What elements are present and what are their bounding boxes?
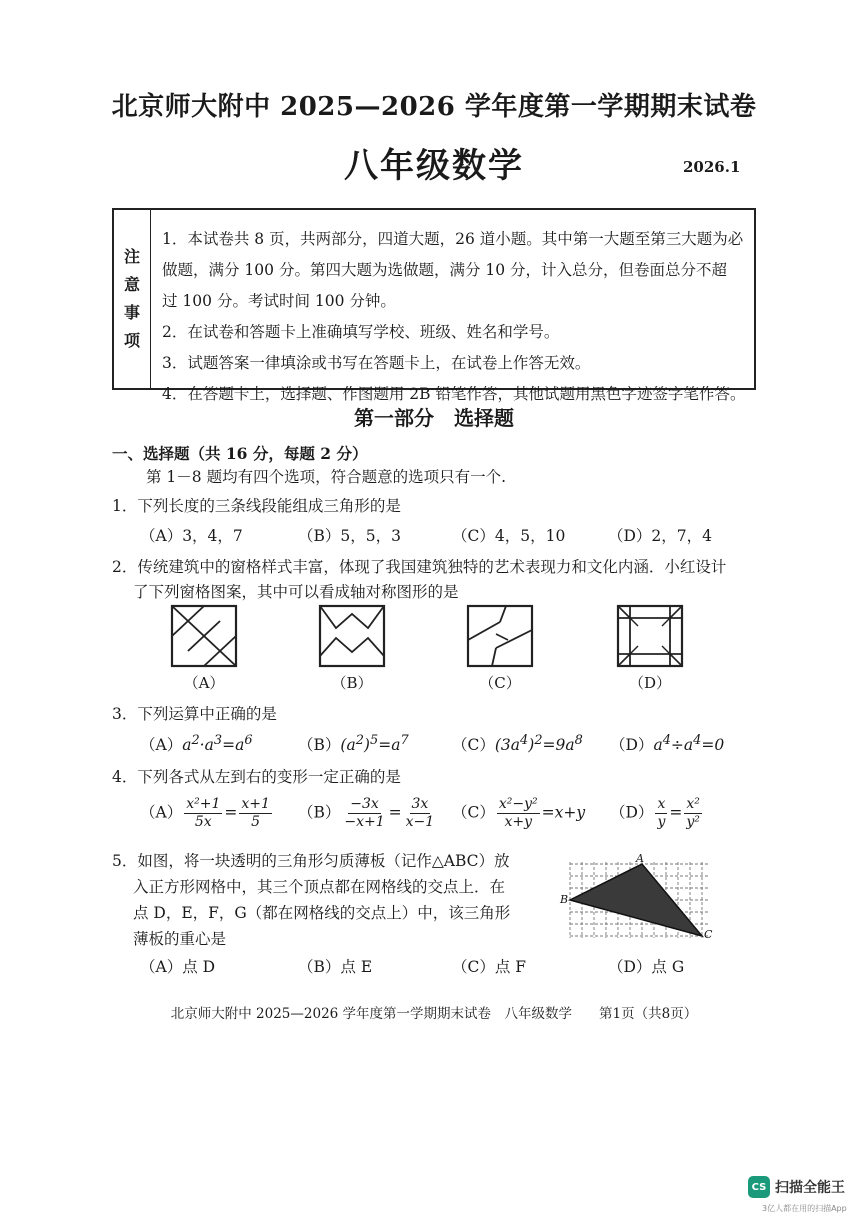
exam-subtitle: 八年级数学 bbox=[344, 146, 524, 186]
notice-line: 2．在试卷和答题卡上准确填写学校、班级、姓名和学号。 bbox=[162, 323, 560, 341]
notice-box bbox=[112, 208, 756, 403]
q2-label-a: （A） bbox=[183, 674, 225, 692]
q1-stem: 1．下列长度的三条线段能组成三角形的是 bbox=[112, 497, 401, 515]
window-pattern-c bbox=[466, 604, 534, 668]
notice-label-char: 意 bbox=[123, 275, 140, 294]
notice-line: 过 100 分。考试时间 100 分钟。 bbox=[162, 292, 396, 310]
vertex-a-label: A bbox=[636, 852, 644, 865]
notice-label bbox=[114, 210, 151, 388]
notice-label-char: 项 bbox=[123, 331, 140, 350]
q3-option-d-label: （D） bbox=[610, 736, 654, 755]
q5-line4: 薄板的重心是 bbox=[133, 930, 227, 948]
q2-label-d: （D） bbox=[628, 674, 672, 692]
part-heading: 第一部分 选择题 bbox=[354, 406, 514, 430]
notice-line: 3．试题答案一律填涂或书写在答题卡上，在试卷上作答无效。 bbox=[162, 354, 591, 372]
q3-option-c: $(C)(3a^4)^2=9a^8$ bbox=[452, 733, 583, 755]
q5-option-c: （C）点 F bbox=[452, 958, 527, 976]
q5-line2: 入正方形网格中，其三个顶点都在网格线的交点上．在 bbox=[133, 878, 506, 896]
q2-stem-line2: 了下列窗格图案，其中可以看成轴对称图形的是 bbox=[133, 583, 459, 601]
q2-stem-line1: 2．传统建筑中的窗格样式丰富，体现了我国建筑独特的艺术表现力和文化内涵．小红设计 bbox=[112, 558, 727, 576]
q1-option-c: （C）4，5，10 bbox=[452, 527, 566, 545]
scanner-name: 扫描全能王 bbox=[775, 1180, 845, 1196]
section-instruction: 第 1－8 题均有四个选项，符合题意的选项只有一个. bbox=[146, 468, 507, 486]
notice-line: 1．本试卷共 8 页，共两部分，四道大题，26 道小题。其中第一大题至第三大题为必 bbox=[162, 230, 744, 248]
q3-option-d: $(D)a^4\div a^4=0$ bbox=[610, 733, 725, 755]
vertex-b-label: B bbox=[560, 893, 569, 906]
q1-option-a: （A）3，4，7 bbox=[140, 527, 243, 545]
scanner-logo-icon: CS bbox=[748, 1176, 770, 1198]
triangle-grid-figure bbox=[556, 852, 716, 942]
q2-label-c: （C） bbox=[479, 674, 521, 692]
vertex-c-label: C bbox=[704, 928, 713, 941]
window-pattern-d bbox=[616, 604, 684, 668]
exam-title: 北京师大附中 2025—2026 学年度第一学期期末试卷 bbox=[111, 92, 757, 122]
notice-label-char: 注 bbox=[123, 247, 140, 266]
q3-option-b: $(B)(a^2)^5=a^7$ bbox=[298, 733, 409, 755]
notice-label-char: 事 bbox=[123, 303, 140, 322]
window-pattern-a bbox=[170, 604, 238, 668]
notice-line: 4．在答题卡上，选择题、作图题用 2B 铅笔作答，其他试题用黑色字迹签字笔作答。 bbox=[162, 385, 746, 403]
notice-text bbox=[162, 224, 752, 410]
page-footer: 北京师大附中 2025—2026 学年度第一学期期末试卷 八年级数学 第1页（共8页） bbox=[170, 1006, 698, 1022]
window-pattern-b bbox=[318, 604, 386, 668]
q4-option-d: （D） $\frac{x}{y}$ = $\frac{\text{x²}}{\text{y²}}$ bbox=[610, 796, 700, 830]
q1-option-b: （B）5，5，3 bbox=[298, 527, 401, 545]
q5-option-a: （A）点 D bbox=[140, 958, 216, 976]
q1-option-d: （D）2，7，4 bbox=[608, 527, 713, 545]
q5-line1: 5．如图，将一块透明的三角形匀质薄板（记作△ABC）放 bbox=[112, 852, 510, 870]
q5-option-d: （D）点 G bbox=[608, 958, 685, 976]
q3-option-a: $(A)a^2\cdot a^3=a^6$ bbox=[140, 733, 253, 755]
q2-label-b: （B） bbox=[331, 674, 373, 692]
section-heading: 一、选择题（共 16 分，每题 2 分） bbox=[112, 444, 368, 463]
q3-option-b-label: （B） bbox=[298, 736, 341, 755]
q4-stem: 4．下列各式从左到右的变形一定正确的是 bbox=[112, 768, 401, 786]
q4-option-a: （A） $\frac{\text{x²+1}}{5x}$ = $\frac{x+1}{5}$ bbox=[140, 796, 270, 830]
q3-option-a-label: （A） bbox=[140, 736, 183, 755]
scanner-tagline: 3亿人都在用的扫描App bbox=[762, 1204, 847, 1213]
notice-line: 做题，满分 100 分。第四大题为选做题，满分 10 分，计入总分，但卷面总分不超 bbox=[162, 261, 728, 279]
q4-option-c: （C） $\frac{\text{x²−y²}}{x+y}$ =x+y bbox=[452, 796, 586, 830]
scanner-watermark bbox=[748, 1176, 845, 1198]
q5-line3: 点 D，E，F，G（都在网格线的交点上）中，该三角形 bbox=[133, 904, 511, 922]
q3-stem: 3．下列运算中正确的是 bbox=[112, 705, 277, 723]
q4-option-b: （B） $\frac{-3x}{-x+1}$ = $\frac{3x}{x-1}$ bbox=[298, 796, 435, 830]
q5-option-b: （B）点 E bbox=[298, 958, 373, 976]
q3-option-c-label: （C） bbox=[452, 736, 495, 755]
exam-date: 2026.1 bbox=[683, 158, 741, 176]
